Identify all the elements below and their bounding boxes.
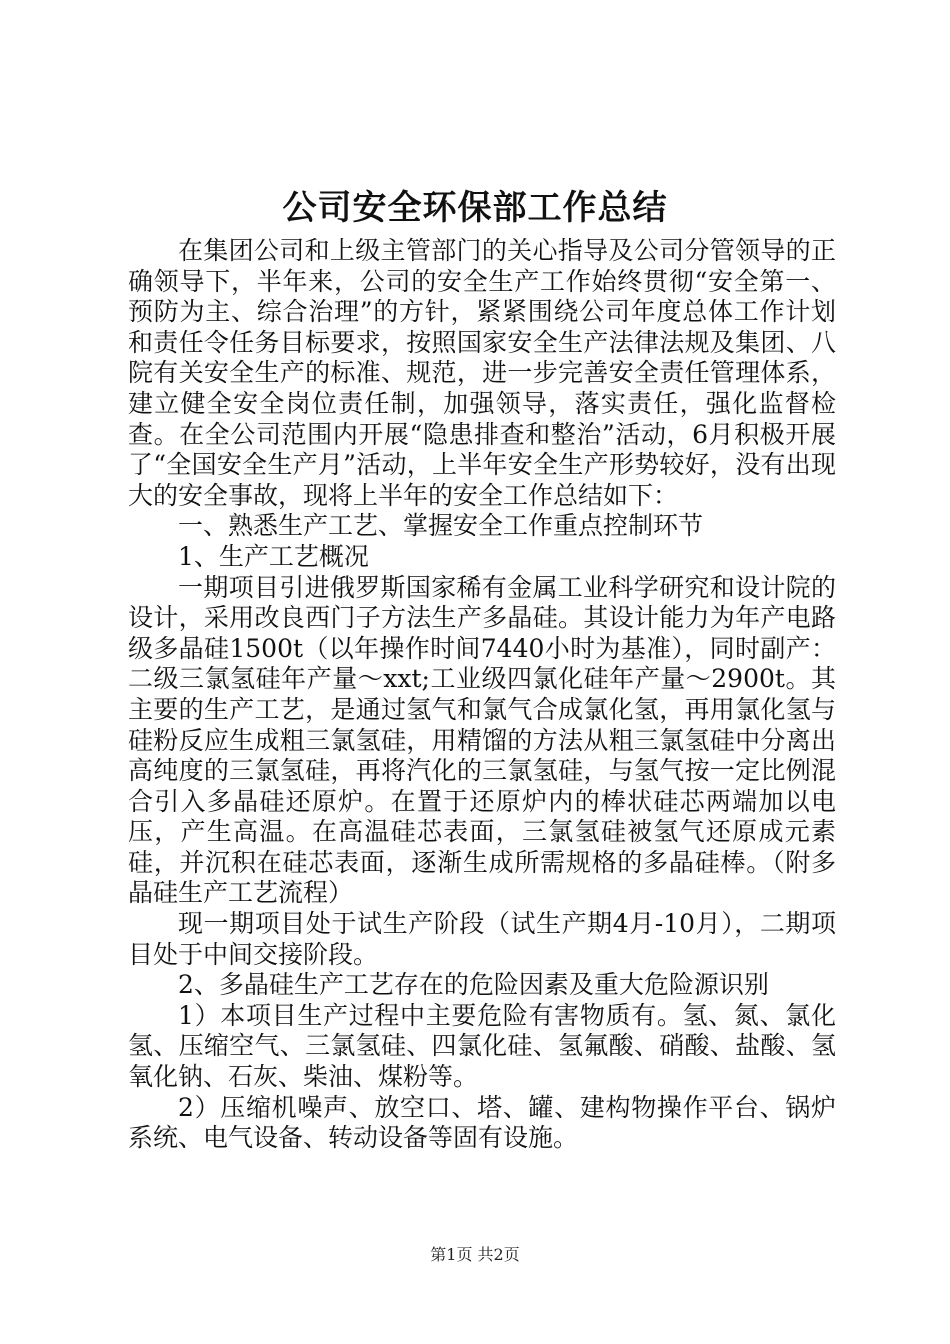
paragraph-intro: 在集团公司和上级主管部门的关心指导及公司分管领导的正确领导下，半年来，公司的安全生产工作始终贯彻“安全第一、预防为主、综合治理”的方针，紧紧围绕公司年度总体工作计划和责任令任务目标要求，按照国家安全生产法律法规及集团、八院有关安全生产的标准、规范，进一步完善安全责任管理体系，建立健全安全岗位责任制，加强领导，落实责任，强化监督检查。在全公司范围内开展“隐患排查和整治”活动，6月积极开展了“全国安全生产月”活动，上半年安全生产形势较好，没有出现大的安全事故，现将上半年的安全工作总结如下： [128,236,836,510]
paragraph-process: 一期项目引进俄罗斯国家稀有金属工业科学研究和设计院的设计，采用改良西门子方法生产多晶硅。其设计能力为年产电路级多晶硅1500t（以年操作时间7440小时为基准），同时副产：二级三氯氢硅年产量～xxt;工业级四氯化硅年产量～2900t。其主要的生产工艺，是通过氢气和氯气合成氯化氢，再用氯化氢与硅粉反应生成粗三氯氢硅，用精馏的方法从粗三氯氢硅中分离出高纯度的三氯氢硅，再将汽化的三氯氢硅，与氢气按一定比例混合引入多晶硅还原炉。在置于还原炉内的棒状硅芯两端加以电压，产生高温。在高温硅芯表面，三氯氢硅被氢气还原成元素硅，并沉积在硅芯表面，逐渐生成所需规格的多晶硅棒。（附多晶硅生产工艺流程） [128,572,836,908]
document-title: 公司安全环保部工作总结 [282,188,668,228]
paragraph-hazard-materials: 1）本项目生产过程中主要危险有害物质有。氢、氮、氯化氢、压缩空气、三氯氢硅、四氯化硅、氢氟酸、硝酸、盐酸、氢氧化钠、石灰、柴油、煤粉等。 [128,1000,836,1092]
document-body [128,236,836,1154]
section-heading-1: 一、熟悉生产工艺、掌握安全工作重点控制环节 [178,511,704,541]
paragraph-hazard-facilities: 2）压缩机噪声、放空口、塔、罐、建构物操作平台、锅炉系统、电气设备、转动设备等固有设施。 [128,1092,836,1153]
subsection-heading-1: 1、生产工艺概况 [178,541,369,571]
paragraph-status: 现一期项目处于试生产阶段（试生产期4月-10月），二期项目处于中间交接阶段。 [128,909,836,969]
page-footer: 第1页 共2页 [430,1245,520,1264]
subsection-heading-2: 2、多晶硅生产工艺存在的危险因素及重大危险源识别 [178,970,769,1000]
